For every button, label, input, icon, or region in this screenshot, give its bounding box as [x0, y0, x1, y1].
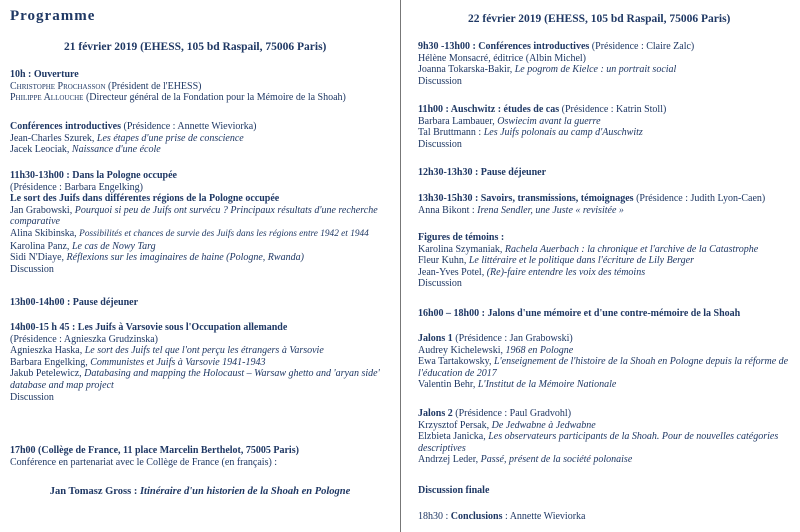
talk-line	[418, 127, 794, 139]
presidence: (Présidence : Paul Gradvohl)	[455, 408, 572, 419]
college-block	[10, 445, 394, 468]
figures-block	[418, 232, 794, 290]
talk-title: Oswiecim avant la guerre	[497, 115, 601, 127]
intro-heading-line	[10, 121, 394, 133]
column-divider	[400, 0, 401, 532]
presidence: (Présidence : Judith Lyon-Caen)	[636, 193, 766, 204]
speaker-name: Ewa Tartakowsky,	[418, 356, 492, 368]
conclusions-line	[418, 511, 794, 523]
talk-line	[10, 205, 394, 228]
keynote-speaker: Jan Tomasz Gross :	[49, 486, 138, 497]
speaker-name: Jan Grabowski,	[10, 204, 73, 216]
pologne-heading: 11h30-13h00 : Dans la Pologne occupée	[10, 170, 177, 181]
talk-line	[418, 356, 794, 379]
discussion: Discussion	[418, 278, 462, 290]
day2-intro-block	[418, 41, 794, 87]
speaker-name: Krzysztof Persak,	[418, 419, 490, 431]
opening-block	[10, 69, 394, 104]
speaker-name: Barbara Lambauer,	[418, 115, 495, 127]
speaker-name: Tal Bruttmann :	[418, 127, 482, 139]
talk-line	[418, 53, 794, 65]
speaker-name: Valentin Behr,	[418, 379, 476, 391]
opening-speaker-1	[10, 81, 394, 93]
talk-title: Les étapes d'une prise de conscience	[96, 132, 244, 144]
talk-title: Irena Sendler, une Juste « revisitée »	[477, 204, 624, 216]
presidence: (Présidence : Claire Zalc)	[591, 41, 695, 52]
talk-line	[10, 345, 394, 357]
jalons-heading: 16h00 – 18h00 : Jalons d'une mémoire et d'une contre-mémoire de la Shoah	[418, 308, 741, 319]
jalons1-block	[418, 333, 794, 391]
jalons2-heading-line	[418, 408, 794, 420]
discussion: Discussion	[10, 391, 54, 403]
speaker-name: Joanna Tokarska-Bakir,	[418, 64, 513, 76]
talk-title: Le sort des Juifs tel que l'ont perçu les étrangers à Varsovie	[84, 345, 324, 357]
talk-title: Communistes et Juifs à Varsovie 1941-1943	[90, 356, 266, 368]
speaker-name: Hélène Monsacré, éditrice	[418, 52, 524, 64]
talk-title: Databasing and mapping the Holocaust – Warsaw ghetto and 'aryan side' database and map project	[10, 368, 380, 391]
keynote-line	[0, 486, 400, 498]
final-discussion: Discussion finale	[418, 485, 490, 496]
speaker-name: Jakub Petelewicz,	[10, 368, 82, 380]
talk-title: L'Institut de la Mémoire Nationale	[477, 379, 617, 391]
opening-speaker-2	[10, 92, 394, 104]
speaker-name: Philippe Allouche	[10, 92, 84, 104]
presidence: (Présidence : Barbara Engelking)	[10, 181, 144, 193]
talk-title: Les observateurs participants de la Shoah. Pour de nouvelles catégories descriptives	[418, 431, 779, 454]
speaker-name: Barbara Engelking,	[10, 356, 88, 368]
talk-title: (Re)-faire entendre les voix des témoins	[486, 266, 646, 278]
day2-lunch: 12h30-13h30 : Pause déjeuner	[418, 167, 547, 178]
speaker-name: Alina Skibinska,	[10, 227, 77, 239]
college-heading: 17h00 (Collège de France, 11 place Marcelin Berthelot, 75005 Paris)	[10, 445, 299, 456]
presidence: (Présidence : Jan Grabowski)	[455, 333, 573, 344]
talk-title: Passé, présent de la société polonaise	[480, 454, 633, 466]
jalons2-heading: Jalons 2	[418, 408, 453, 419]
talk-title: L'enseignement de l'histoire de la Shoah en Pologne depuis la réforme de l'éducation de 2017	[418, 356, 789, 379]
intro-heading: Conférences introductives	[10, 121, 122, 132]
savoirs-block	[418, 193, 794, 216]
day1-title: 21 février 2019 (EHESS, 105 bd Raspail, 75006 Paris)	[64, 41, 327, 53]
talk-line	[10, 368, 394, 391]
auschwitz-block	[418, 104, 794, 150]
speaker-name: Agnieszka Haska,	[10, 345, 83, 357]
varsovie-block	[10, 322, 394, 403]
jalons1-heading-line	[418, 333, 794, 345]
discussion: Discussion	[418, 138, 462, 150]
talk-line	[10, 228, 394, 241]
jalons1-heading: Jalons 1	[418, 333, 453, 344]
speaker-name: Audrey Kichelewski,	[418, 344, 503, 356]
conclusions-speaker: : Annette Wieviorka	[504, 511, 586, 522]
varsovie-heading: 14h00-15 h 45 : Les Juifs à Varsovie sous l'Occupation allemande	[10, 322, 288, 333]
conclusions-time: 18h30 :	[418, 511, 449, 522]
talk-line	[10, 252, 394, 264]
speaker-name: Sidi N'Diaye,	[10, 252, 65, 264]
speaker-name: Elzbieta Janicka,	[418, 431, 486, 443]
intro-heading: 9h30 -13h00 : Conférences introductives	[418, 41, 590, 52]
talk-title: 1968 en Pologne	[505, 344, 574, 356]
intro-block	[10, 121, 394, 156]
pologne-subheading: Le sort des Juifs dans différentes régions de la Pologne occupée	[10, 193, 280, 205]
talk-line	[10, 133, 394, 145]
talk-line	[418, 431, 794, 454]
day1-lunch: 13h00-14h00 : Pause déjeuner	[10, 297, 139, 308]
talk-title: Naissance d'une école	[71, 144, 161, 156]
talk-line	[418, 267, 794, 279]
talk-title: Les Juifs polonais au camp d'Auschwitz	[483, 127, 643, 139]
speaker-name: Karolina Panz,	[10, 240, 70, 252]
talk-line	[418, 255, 794, 267]
speaker-name: Jean-Yves Potel,	[418, 266, 485, 278]
speaker-name: Christophe Prochasson	[10, 80, 106, 92]
talk-title: Rachela Auerbach : la chronique et l'archive de la Catastrophe	[504, 243, 759, 255]
opening-heading: 10h : Ouverture	[10, 69, 79, 80]
discussion: Discussion	[418, 75, 462, 87]
talk-title: Réflexions sur les imaginaires de haine (Pologne, Rwanda)	[66, 252, 304, 264]
talk-line	[10, 357, 394, 369]
talk-title: De Jedwabne à Jedwabne	[491, 419, 596, 431]
day2-column	[404, 0, 800, 532]
talk-line	[418, 116, 794, 128]
keynote-title: Itinéraire d'un historien de la Shoah en Pologne	[139, 486, 351, 497]
talk-line	[418, 454, 794, 466]
presidence: (Présidence : Agnieszka Grudzinska)	[10, 333, 159, 345]
speaker-name: Andrzej Leder,	[418, 454, 479, 466]
speaker-name: Fleur Kuhn,	[418, 255, 467, 267]
savoirs-heading-line	[418, 193, 794, 205]
speaker-name: Anna Bikont :	[418, 204, 475, 216]
talk-line	[418, 244, 794, 256]
speaker-name: Jean-Charles Szurek,	[10, 132, 95, 144]
intro-heading-line	[418, 41, 794, 53]
talk-line	[418, 420, 794, 432]
auschwitz-heading-line	[418, 104, 794, 116]
presidence: (Présidence : Annette Wieviorka)	[123, 121, 257, 132]
speaker-name: Jacek Leociak,	[10, 144, 70, 156]
jalons2-block	[418, 408, 794, 466]
talk-line	[10, 241, 394, 253]
speaker-name: Karolina Szymaniak,	[418, 243, 503, 255]
college-note: Conférence en partenariat avec le Collège de France (en français) :	[10, 456, 278, 468]
pologne-block	[10, 170, 394, 275]
publisher: (Albin Michel)	[525, 52, 586, 64]
savoirs-heading: 13h30-15h30 : Savoirs, transmissions, témoignages	[418, 193, 634, 204]
speaker-role: (Directeur général de la Fondation pour la Mémoire de la Shoah)	[85, 92, 346, 104]
talk-title: Possibilités et chances de survie des Juifs dans les régions entre 1942 et 1944	[79, 228, 369, 239]
talk-title: Le pogrom de Kielce : un portrait social	[514, 64, 677, 76]
talk-line	[418, 379, 794, 391]
conclusions-label: Conclusions	[450, 511, 503, 522]
talk-line	[418, 205, 794, 217]
figures-heading: Figures de témoins :	[418, 232, 505, 243]
talk-line	[418, 64, 794, 76]
auschwitz-heading: 11h00 : Auschwitz : études de cas	[418, 104, 560, 115]
speaker-role: (Président de l'EHESS)	[108, 80, 202, 92]
talk-line	[10, 144, 394, 156]
talk-line	[418, 345, 794, 357]
discussion: Discussion	[10, 263, 54, 275]
talk-title: Le littéraire et le politique dans l'écriture de Lily Berger	[468, 255, 694, 267]
day2-title: 22 février 2019 (EHESS, 105 bd Raspail, 75006 Paris)	[468, 13, 731, 25]
presidence: (Présidence : Katrin Stoll)	[561, 104, 667, 115]
talk-title: Le cas de Nowy Targ	[71, 240, 156, 252]
programme-title: Programme	[10, 8, 96, 24]
talk-title: Pourquoi si peu de Juifs ont survécu ? Principaux résultats d'une recherche comparative	[10, 204, 378, 228]
